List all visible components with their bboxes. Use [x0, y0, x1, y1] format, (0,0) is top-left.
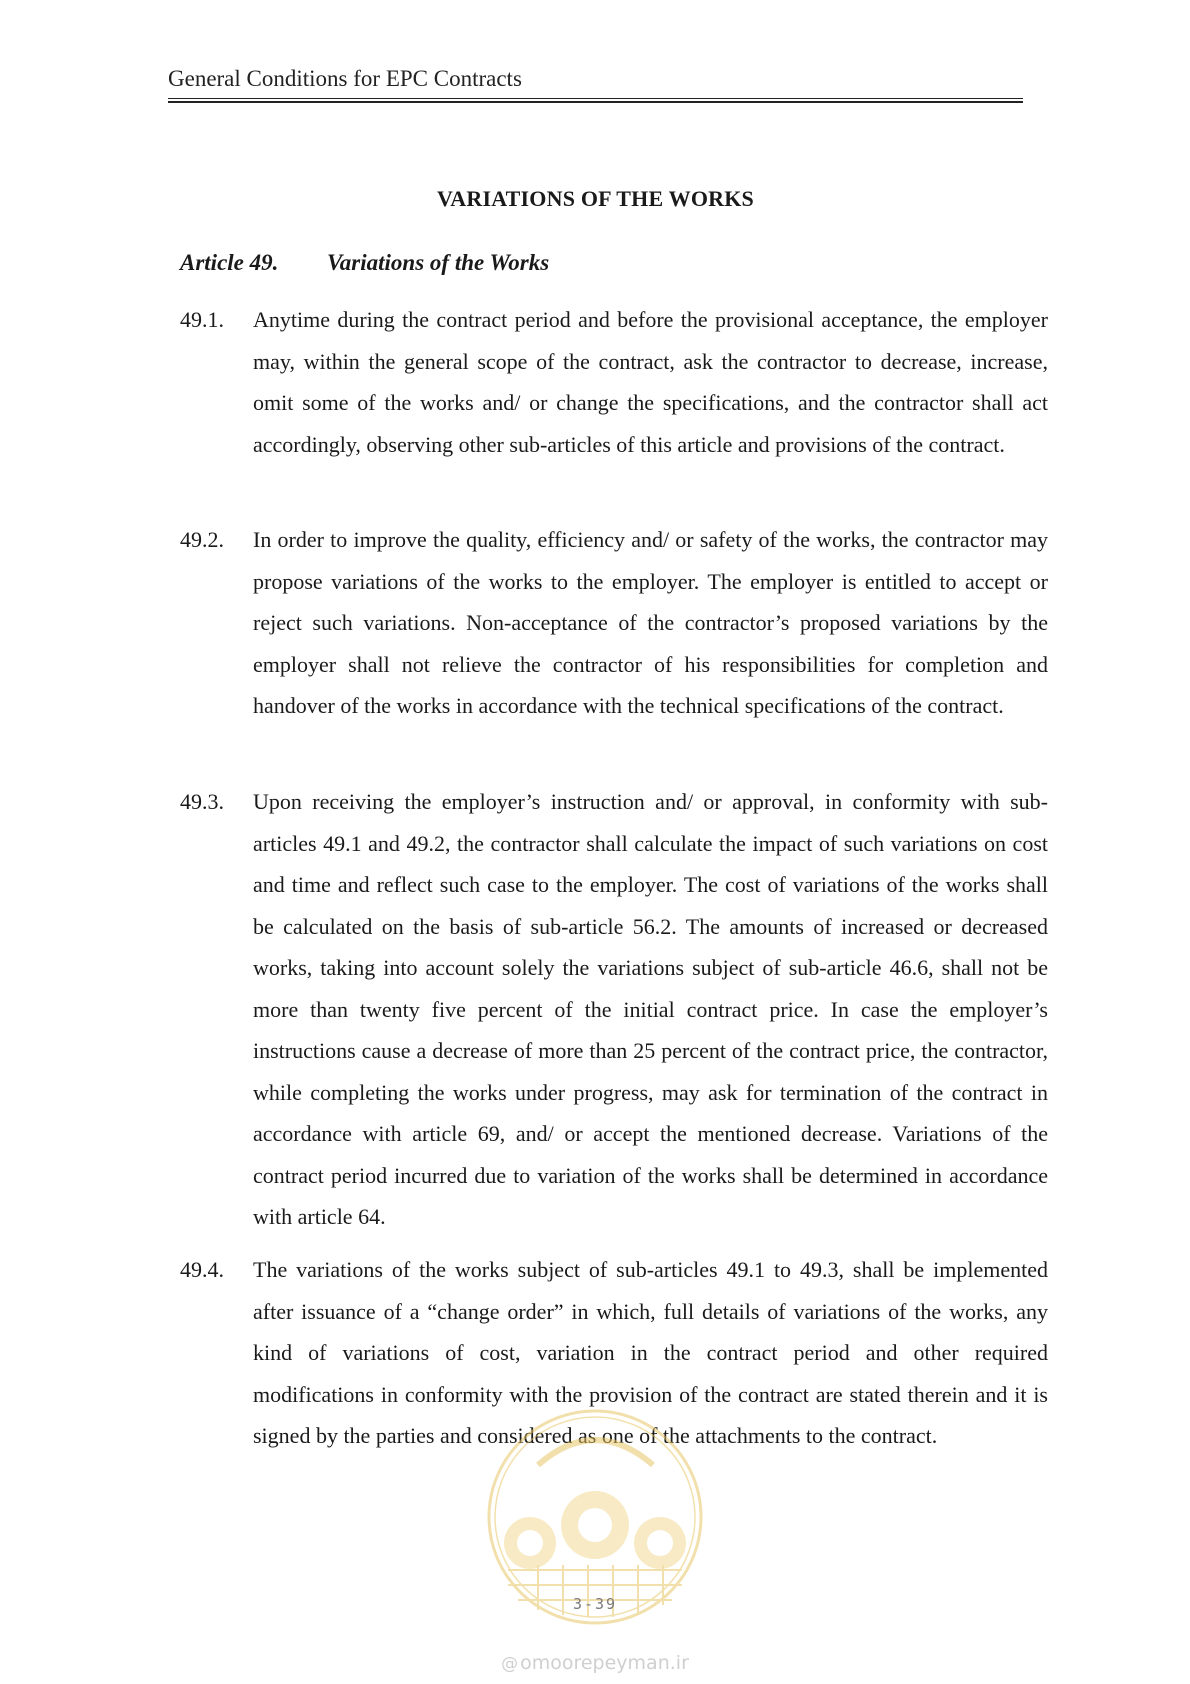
watermark-site: [0, 1652, 1190, 1674]
article-number: Article 49.: [180, 250, 279, 275]
article-title: Variations of the Works: [327, 250, 550, 275]
clause-number: 49.2.: [180, 527, 224, 552]
running-header: General Conditions for EPC Contracts: [168, 66, 522, 91]
clause-text: Upon receiving the employer’s instruction and/ or approval, in conformity with sub-articles 49.1 and 49.2, the contractor shall calculate the impact of such variations on cost and time and reflect such case to the employer. The cost of variations of the works shall be calculated on the basis of sub-article 56.2. The amounts of increased or decreased works, taking into account solely the variations subject of sub-article 46.6, shall not be more than twenty five percent of the initial contract price. In case the employer’s instructions cause a decrease of more than 25 percent of the contract price, the contractor, while completing the works under progress, may ask for termination of the contract in accordance with article 69, and/ or accept the mentioned decrease. Variations of the contract period incurred due to variation of the works shall be determined in accordance with article 64.: [253, 789, 1048, 1229]
clause-number: 49.4.: [180, 1257, 224, 1282]
header-rule: [168, 98, 1023, 99]
clause-text: Anytime during the contract period and before the provisional acceptance, the employer may, within the general scope of the contract, ask the contractor to decrease, increase, omit some of the works and/ or change the specifications, and the contractor shall act accordingly, observing other sub-articles of this article and provisions of the contract.: [253, 307, 1048, 457]
header-rule-thick: [168, 101, 1023, 103]
clause-49-3: [180, 789, 1048, 1238]
clause-number: 49.1.: [180, 307, 224, 332]
article-heading: [180, 250, 549, 276]
watermark-site-text: omoorepeyman.ir: [520, 1652, 689, 1674]
section-title: VARIATIONS OF THE WORKS: [437, 186, 754, 211]
page-number: 3-39: [572, 1595, 618, 1613]
at-icon: @: [501, 1654, 519, 1674]
clause-text: In order to improve the quality, efficiency and/ or safety of the works, the contractor may propose variations of the works to the employer. The employer is entitled to accept or reject such variations. Non-acceptance of the contractor’s proposed variations by the employer shall not relieve the contractor of his responsibilities for completion and handover of the works in accordance with the technical specifications of the contract.: [253, 527, 1048, 718]
clause-49-1: [180, 307, 1048, 465]
clause-number: 49.3.: [180, 789, 224, 814]
clause-text: The variations of the works subject of sub-articles 49.1 to 49.3, shall be implemented after issuance of a “change order” in which, full details of variations of the works, any kind of variations of cost, variation in the contract period and other required modifications in conformity with the provision of the contract are stated therein and it is signed by the parties and considered as one of the attachments to the contract.: [253, 1257, 1048, 1448]
clause-49-2: [180, 527, 1048, 727]
